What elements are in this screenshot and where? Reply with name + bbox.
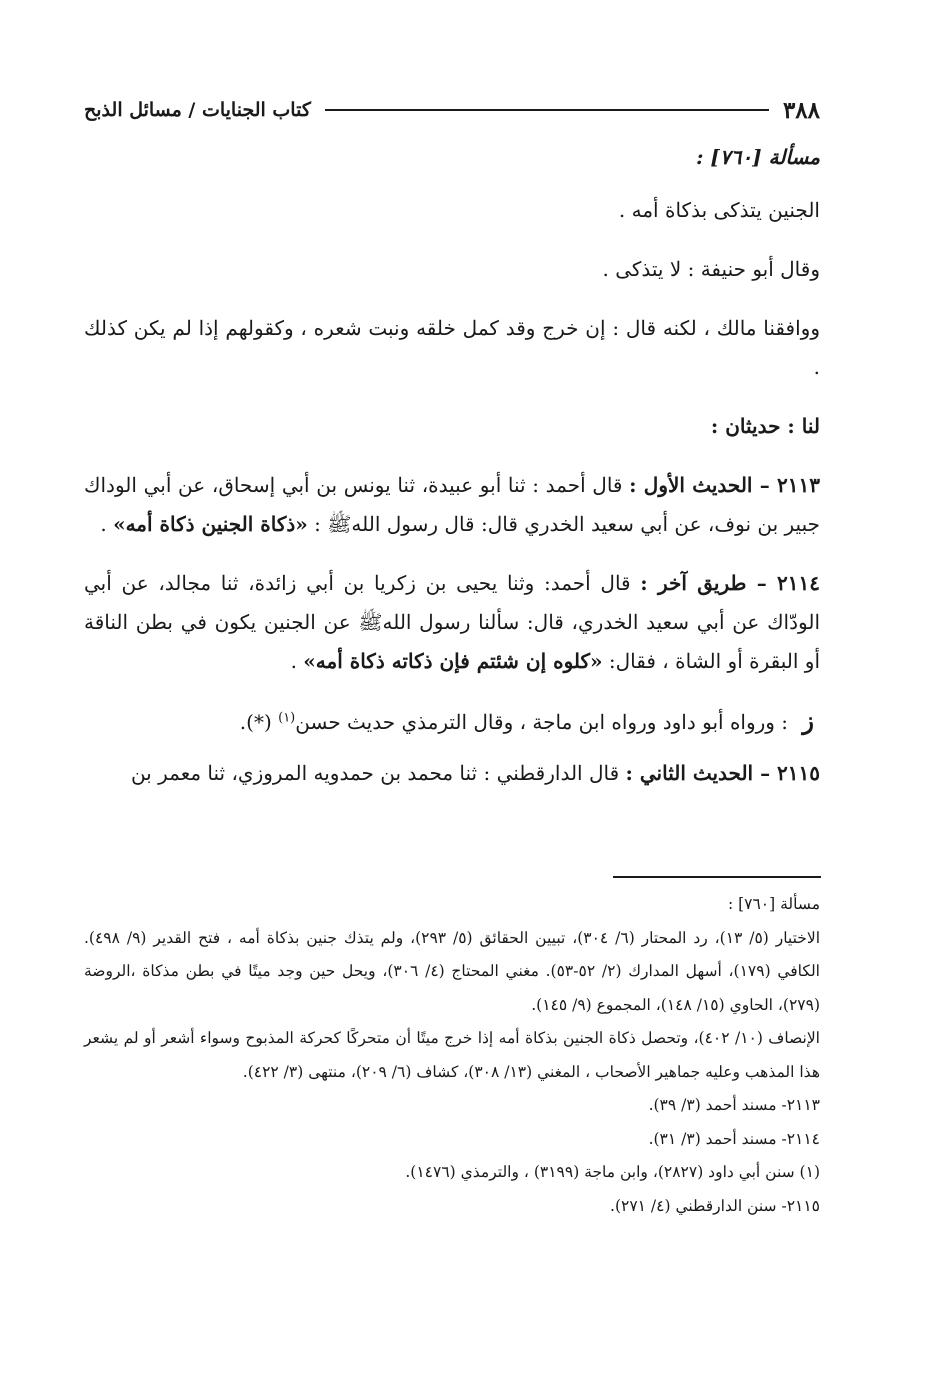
takhrij-note: [84, 701, 820, 742]
hadith-2114-body: قال أحمد: وثنا يحيى بن زكريا بن أبي زائدة، ثنا مجالد، عن أبي الودّاك عن أبي سعيد الخدري، قال: سألنا رسول اللهﷺ عن الجنين يكون في بطن الناقة أو البقرة أو الشاة ، فقال:: [84, 571, 820, 673]
footnote-2113: ٢١١٣- مسند أحمد (٣/ ٣٩).: [648, 1096, 820, 1114]
hadith-2113-end: .: [100, 512, 114, 536]
issue-heading: مسألة [٧٦٠] :: [696, 145, 820, 169]
hadith-2114-end: .: [290, 649, 304, 673]
footnotes: [84, 888, 820, 1223]
running-title: كتاب الجنايات / مسائل الذبح: [84, 99, 311, 121]
hadith-2115-lead: ٢١١٥ – الحديث الثاني :: [625, 761, 820, 785]
footnote-issue-label: مسألة [٧٦٠] :: [727, 895, 820, 913]
page-number: ٣٨٨: [782, 96, 820, 124]
footnote-2114: ٢١١٤- مسند أحمد (٣/ ٣١).: [648, 1129, 820, 1148]
paragraph-evidence-intro: لنا : حديثان :: [710, 414, 820, 438]
page-header: [84, 90, 820, 130]
footnote-hanbali: الإنصاف (١٠/ ٤٠٢)، وتحصل ذكاة الجنين بذكاة أمه إذا خرج ميتًا أن متحركًا كحركة المذبوح وسواء أشعر أو لم يشعر هذا المذهب وعليه جماهير الأصحاب ، المغني (١٣/ ٣٠٨)، كشاف (٦/ ٢٠٩)، منتهى (٣/ ٤٢٢).: [84, 1029, 820, 1081]
paragraph-abu-hanifa: وقال أبو حنيفة : لا يتذكى .: [602, 257, 820, 281]
zay-marker: ز: [802, 706, 814, 735]
header-rule: [325, 109, 769, 111]
hadith-2115: [84, 754, 820, 793]
main-text: [84, 138, 820, 793]
hadith-2113-quote: «ذكاة الجنين ذكاة أمه»: [113, 512, 308, 536]
paragraph-ruling: الجنين يتذكى بذكاة أمه .: [618, 198, 820, 222]
takhrij-body: : ورواه أبو داود ورواه ابن ماجة ، وقال الترمذي حديث حسن: [295, 710, 795, 734]
footnote-1: (١) سنن أبي داود (٢٨٢٧)، وابن ماجة (٣١٩٩) ، والترمذي (١٤٧٦).: [405, 1163, 820, 1181]
hadith-2114: [84, 564, 820, 681]
footnote-ref-1: (١): [278, 710, 296, 726]
footnote-hanafi-maliki-shafii: الاختيار (٥/ ١٣)، رد المحتار (٦/ ٣٠٤)، تبيين الحقائق (٥/ ٢٩٣)، ولم يتذك جنين بذكاة أمه ، فتح القدير (٩/ ٤٩٨). الكافي (١٧٩)، أسهل المدارك (٢/ ٥٢-٥٣). مغني المحتاج (٤/ ٣٠٦)، ويحل حين وجد ميتًا في بطن مذكاة ،الروضة (٢٧٩)، الحاوي (١٥/ ١٤٨)، المجموع (٩/ ١٤٥).: [84, 928, 820, 1014]
takhrij-end: (*).: [239, 710, 279, 734]
hadith-2114-lead: ٢١١٤ – طريق آخر :: [640, 571, 820, 595]
hadith-2113: [84, 466, 820, 544]
footnote-rule: [613, 876, 821, 878]
paragraph-malik: ووافقنا مالك ، لكنه قال : إن خرج وقد كمل خلقه ونبت شعره ، وكقولهم إذا لم يكن كذلك .: [84, 316, 820, 379]
hadith-2115-body: قال الدارقطني : ثنا محمد بن حمدويه المروزي، ثنا معمر بن: [130, 761, 626, 785]
hadith-2113-body: قال أحمد : ثنا أبو عبيدة، ثنا يونس بن أبي إسحاق، عن أبي الوداك جبير بن نوف، عن أبي سعيد الخدري قال: قال رسول اللهﷺ :: [84, 473, 820, 536]
hadith-2114-quote: «كلوه إن شئتم فإن ذكاته ذكاة أمه»: [303, 649, 603, 673]
footnote-2115: ٢١١٥- سنن الدارقطني (٤/ ٢٧١).: [610, 1196, 820, 1215]
hadith-2113-lead: ٢١١٣ – الحديث الأول :: [629, 473, 820, 497]
